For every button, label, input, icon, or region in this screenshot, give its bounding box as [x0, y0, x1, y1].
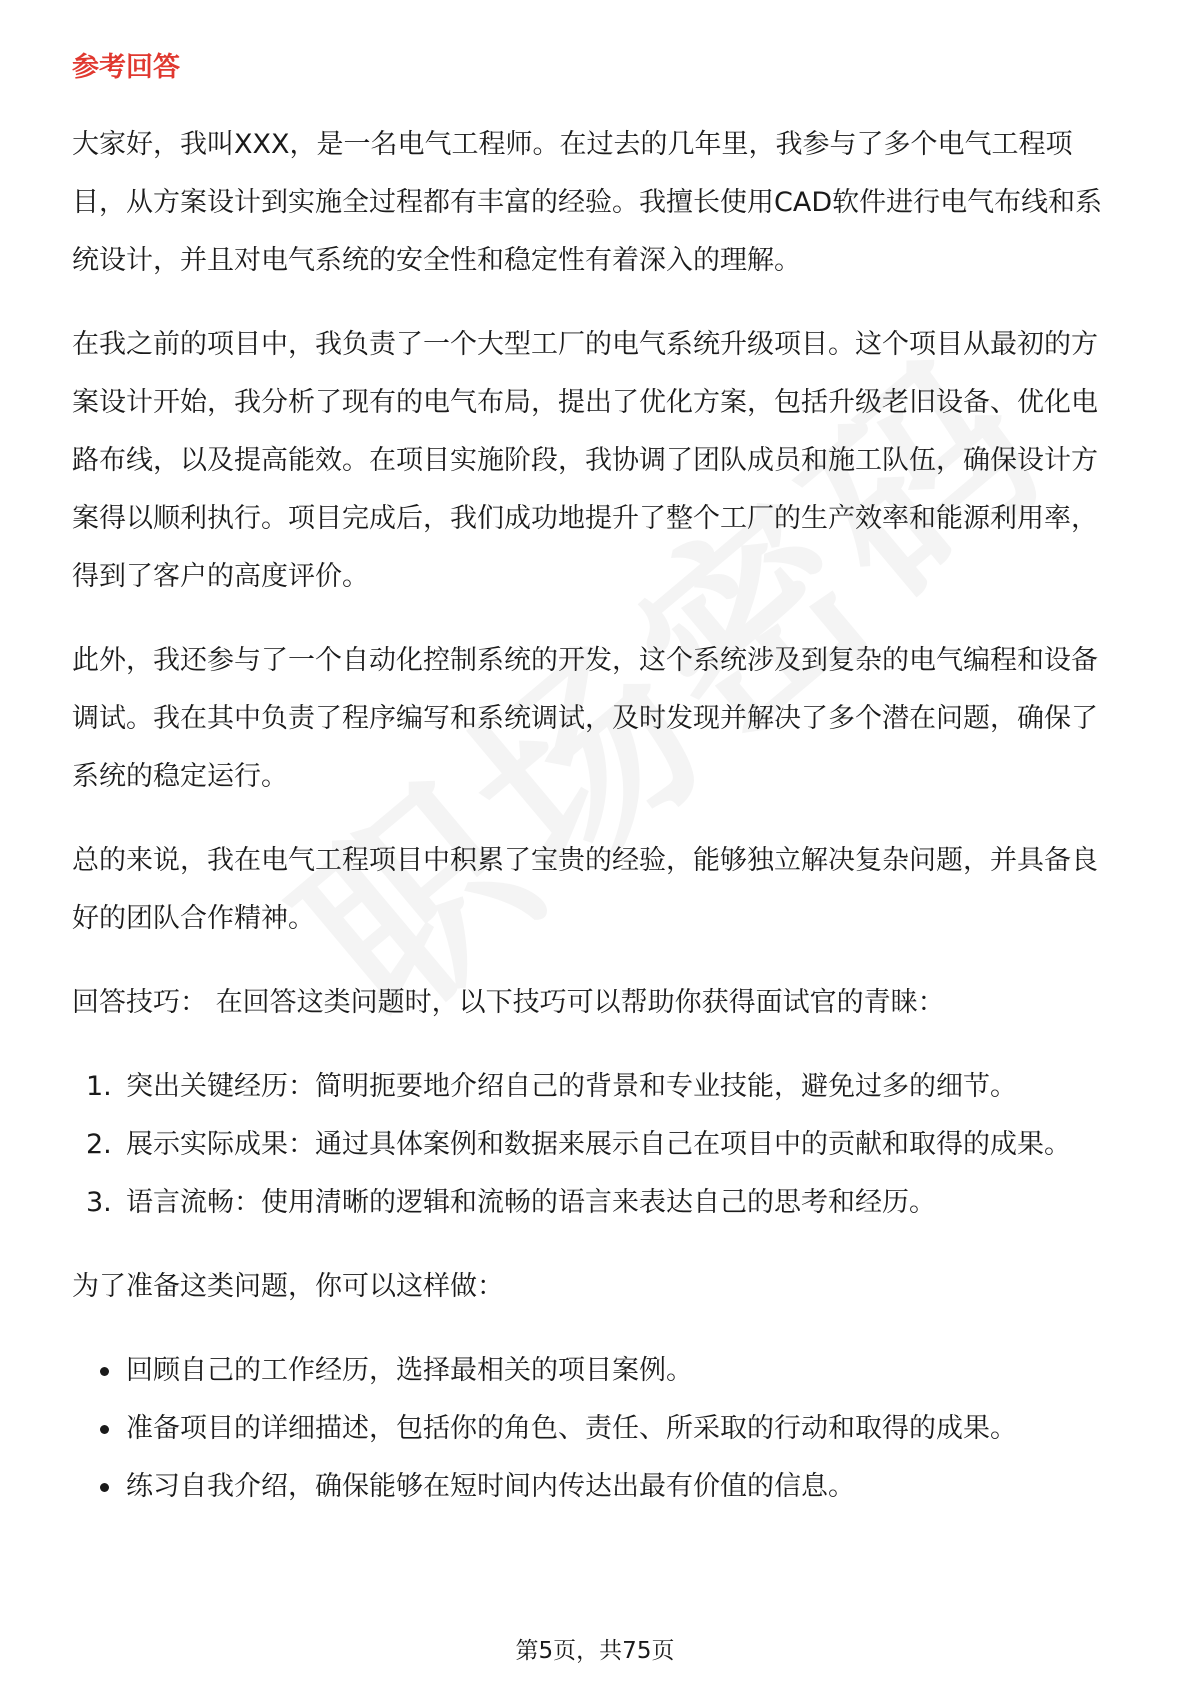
tip-number: 3. — [86, 1187, 112, 1218]
prep-text: 练习自我介绍，确保能够在短时间内传达出最有价值的信息。 — [126, 1471, 855, 1502]
paragraph: 在我之前的项目中，我负责了一个大型工厂的电气系统升级项目。这个项目从最初的方案设计开始，我分析了现有的电气布局，提出了优化方案，包括升级老旧设备、优化电路布线，以及提高能效。在项目实施阶段，我协调了团队成员和施工队伍，确保设计方案得以顺利执行。项目完成后，我们成功地提升了整个工厂的生产效率和能源利用率，得到了客户的高度评价。 — [72, 329, 1098, 592]
paragraph: 大家好，我叫XXX，是一名电气工程师。在过去的几年里，我参与了多个电气工程项目，从方案设计到实施全过程都有丰富的经验。我擅长使用CAD软件进行电气布线和系统设计，并且对电气系统的安全性和稳定性有着深入的理解。 — [72, 129, 1103, 276]
bullet-icon — [100, 1425, 109, 1434]
prep-text: 准备项目的详细描述，包括你的角色、责任、所采取的行动和取得的成果。 — [126, 1413, 1017, 1444]
tip-item — [72, 1174, 1122, 1232]
page-content — [72, 48, 1122, 1516]
tip-text: 展示实际成果：通过具体案例和数据来展示自己在项目中的贡献和取得的成果。 — [126, 1129, 1071, 1160]
prep-item — [72, 1342, 1122, 1400]
prep-intro: 为了准备这类问题，你可以这样做： — [72, 1271, 504, 1302]
tip-item — [72, 1116, 1122, 1174]
tips-intro: 回答技巧： 在回答这类问题时，以下技巧可以帮助你获得面试官的青睐： — [72, 987, 945, 1018]
prep-text: 回顾自己的工作经历，选择最相关的项目案例。 — [126, 1355, 693, 1386]
section-title: 参考回答 — [72, 52, 180, 83]
paragraph: 此外，我还参与了一个自动化控制系统的开发，这个系统涉及到复杂的电气编程和设备调试。我在其中负责了程序编写和系统调试，及时发现并解决了多个潜在问题，确保了系统的稳定运行。 — [72, 645, 1098, 792]
tip-number: 2. — [86, 1129, 112, 1160]
tip-text: 突出关键经历：简明扼要地介绍自己的背景和专业技能，避免过多的细节。 — [126, 1071, 1017, 1102]
tip-number: 1. — [86, 1071, 112, 1102]
tips-list — [72, 1058, 1122, 1232]
page-number: 第5页，共75页 — [515, 1638, 675, 1664]
prep-item — [72, 1458, 1122, 1516]
tip-text: 语言流畅：使用清晰的逻辑和流畅的语言来表达自己的思考和经历。 — [126, 1187, 936, 1218]
bullet-icon — [100, 1483, 109, 1492]
paragraph: 总的来说，我在电气工程项目中积累了宝贵的经验，能够独立解决复杂问题，并具备良好的团队合作精神。 — [72, 845, 1098, 934]
bullet-icon — [100, 1367, 109, 1376]
tip-item — [72, 1058, 1122, 1116]
prep-item — [72, 1400, 1122, 1458]
prep-list — [72, 1342, 1122, 1516]
